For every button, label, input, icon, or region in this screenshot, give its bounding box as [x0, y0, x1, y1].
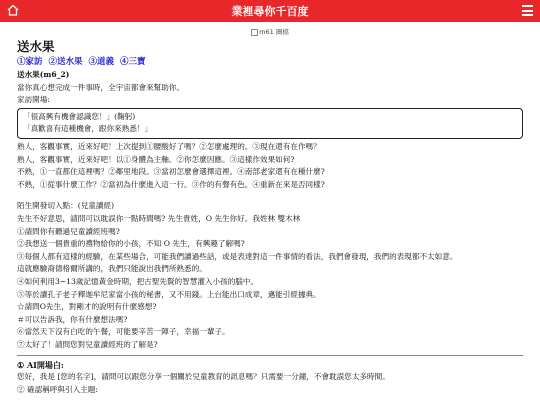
greeting-line: 「很高興有機會認識您！」(鞠躬)	[23, 111, 136, 121]
paragraph-line: 不熟，①從事什麼工作？②當初為什麼進入這一行。③作的有聲有色。④重新在來是否同樣?	[17, 179, 325, 189]
script-line: ☆請問O先生，對剛才的說明有什麼感想?	[17, 302, 157, 312]
image-alt-text: m61 圖檔	[259, 28, 289, 36]
intro-label: 家訪開場:	[17, 95, 50, 105]
paragraph-line: 熟人，客觀事實，近來好吧！上次提到①腰酸好了嗎？②怎麼處理的。③現在還有在作嗎？	[17, 141, 321, 151]
ai-line: 您好，我是 [您的名字]，請問可以跟您分享一個關於兒童教育的訊息嗎？只需要一分鐘，不會耽誤您太多時間。	[17, 372, 390, 382]
paragraph-line: 不熟，①一直都住這裡嗎？②鄰里地段。③當初怎麼會選擇這裡。④南部老家還有在種什麼?	[17, 167, 325, 177]
script-line: 先生不好意思，請問可以耽誤你一點時間嗎? 先生貴姓，O 先生你好。我姓林 雙木林	[17, 213, 301, 223]
script-line: ③每個人都有這樣的經驗，在某些場合，可能我們讀過些話，或是表達對這一件事情的看法，我們會發現，我們的表現都不太如意。	[17, 251, 458, 261]
nav-link-fruit[interactable]: ②送水果	[48, 57, 83, 67]
ai-section-heading: ① AI開場白:	[17, 360, 64, 371]
app-header	[0, 0, 540, 22]
section-heading: 陌生開發切入點：(兒童讀經)	[17, 201, 115, 211]
script-line: ⑤等於讀孔子老子釋迦牟尼家當小孩的秘書，又不用錢。上台能出口成章，邁能引經據典。	[17, 289, 321, 299]
page-title: 送水果	[17, 39, 55, 54]
hamburger-menu-icon[interactable]	[522, 5, 533, 16]
divider	[17, 355, 523, 356]
paragraph-line: 熟人，客觀事實，近來好吧！以①身體為主軸。②你怎麼因應。③這樣作效果如何?	[17, 154, 295, 164]
section-subtitle: 送水果(m6_2)	[17, 70, 70, 79]
nav-link-dao[interactable]: ③道義	[88, 57, 114, 67]
script-line: 這就應驗裔德格爾所講的，我們只能說出我們所熟悉的。	[17, 264, 207, 274]
app-title: 業裡尋你千百度	[231, 5, 309, 18]
ai-line: ② 確認稱呼與引入主題:	[17, 385, 98, 395]
script-line: ⑥當然天下沒有白吃的午餐，可能要辛苦一陣子，幸福一輩子。	[17, 327, 230, 337]
article-content	[17, 38, 527, 397]
section-nav	[17, 56, 527, 69]
script-line: ④如何利用3~13歲記憶黃金時期，把古聖先賢的智慧灌入小孩的腦中。	[17, 276, 259, 286]
intro-line: 當你真心想完成一件事時，全宇宙都會來幫助你。	[17, 82, 185, 92]
script-line: ①請問你有聽過兒童讀經班嗎?	[17, 226, 120, 236]
script-line: ②我想送一個貴重的禮物給你的小孩，不知 O 先生，有興趣了解嗎?	[17, 239, 245, 249]
nav-link-treasures[interactable]: ④三寶	[119, 57, 146, 67]
script-line: ＃可以告訴我，你有什麼想法嗎?	[17, 314, 128, 324]
broken-image-icon	[251, 29, 258, 36]
broken-image	[0, 27, 540, 36]
script-line: ⑦太好了！請問您對兒童讀經班的了解是?	[17, 339, 158, 349]
greeting-box	[17, 108, 523, 139]
home-icon[interactable]	[6, 3, 20, 17]
nav-link-home-visit[interactable]: ①家訪	[17, 57, 43, 67]
greeting-line: 「真歡喜有這種機會，跟你來熟悉！」	[23, 124, 153, 134]
